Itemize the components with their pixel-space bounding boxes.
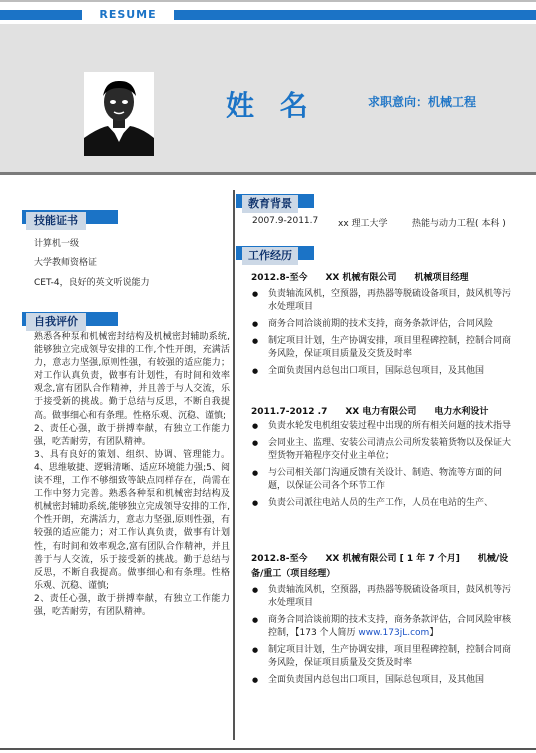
- list-item: ● 商务合同洽谈前期的技术支持，商务条款评估，合同风险: [252, 318, 516, 331]
- skill-item: 大学教师资格证: [34, 258, 98, 268]
- job-header: 2011.7-2012 .7 XX 电力有限公司 电力水利设计: [251, 407, 489, 417]
- edu-period: 2007.9-2011.7: [252, 216, 319, 226]
- list-item: ● 负责轴流风机，空预器，再热器等脱硫设备项目，鼓风机等污水处理项目: [252, 288, 516, 314]
- job-bullets: [252, 420, 516, 514]
- job-header: 2012.8-至今 XX 机械有限公司 机械项目经理: [251, 273, 469, 283]
- section-title-self-eval: 自我评价: [26, 313, 86, 331]
- job-bullets: [252, 584, 516, 691]
- section-title-work: 工作经历: [242, 247, 298, 265]
- page-title: 姓 名: [226, 89, 316, 122]
- resume-label: RESUME: [99, 8, 157, 21]
- top-border: [0, 0, 536, 2]
- list-item: ● 全面负责国内总包出口项目，国际总包项目，及其他国: [252, 365, 516, 378]
- header-divider: [0, 172, 536, 175]
- list-item: ● 会同业主、监理、安装公司清点公司所发装箱货物以及保证大型货物开箱程序交付业主单位；: [252, 437, 516, 463]
- list-item: ● 负责轴流风机，空预器，再热器等脱硫设备项目，鼓风机等污水处理项目: [252, 584, 516, 610]
- skill-item: CET-4，良好的英文听说能力: [34, 278, 150, 288]
- list-item: ● 制定项目计划，生产协调安排，项目里程碑控制，控制合同商务风险，保证项目质量及交货及时率: [252, 644, 516, 670]
- top-bar-left: [0, 10, 82, 20]
- portrait-icon: [84, 72, 154, 156]
- profile-photo: [84, 72, 154, 156]
- top-bar-right: [174, 10, 536, 20]
- list-item: ● 负责水轮发电机组安装过程中出现的所有相关问题的技术指导: [252, 420, 516, 433]
- column-divider: [233, 190, 235, 740]
- watermark-link[interactable]: www.173jL.com: [358, 628, 430, 638]
- intent-value: 机械工程: [428, 95, 477, 109]
- footer-line: [0, 748, 536, 750]
- watermark-suffix: 】: [429, 628, 439, 638]
- job-intent: [368, 93, 476, 110]
- list-item: ● 制定项目计划，生产协调安排，项目里程碑控制，控制合同商务风险，保证项目质量及交货及时率: [252, 335, 516, 361]
- edu-major: 热能与动力工程( 本科 ): [412, 219, 506, 229]
- section-title-education: 教育背景: [242, 195, 298, 213]
- edu-school: xx 理工大学: [338, 219, 388, 229]
- list-item: ● 全面负责国内总包出口项目，国际总包项目，及其他国: [252, 674, 516, 687]
- self-eval-text: 熟悉各种泵和机械密封结构及机械密封辅助系统,能够独立完成领导安排的工作,个性开朗，充满活力，意志力坚强,原则性强，有较强的适应能力；对工作认真负责，做事有计划性，有时间和效率观念,富有团队合作精神，并且善于与人交流，乐于接受新的挑战。勤于总结与反思，不断自我提高。做事细心和有条理。性格乐观、沉稳、谨慎; 2、责任心强，敢于拼搏奉献，有独立工作能力强，吃苦耐劳，有团队精神。 3、具有良好的策划、组织、协调、管理能力。4、思维敏捷、逻辑清晰、适应环境能力强;5、阅读不理，工作不够细致等缺点同样存在，尚需在工作中努力完善。熟悉各种泵和机械密封结构及机械密封辅助系统,能够独立完成领导安排的工作,个性开朗，充满活力，意志力坚强,原则性强，有较强的适应能力；对工作认真负责，做事有计划性，有时间和效率观念,富有团队合作精神，并且善于与人交流，乐于接受新的挑战。勤于总结与反思，不断自我提高。做事细心和有条理。性格乐观、沉稳、谨慎; 2、责任心强，敢于拼搏奉献，有独立工作能力强，吃苦耐劳，有团队精神。: [34, 332, 230, 617]
- list-item: ● 与公司相关部门沟通反馈有关设计、制造、物流等方面的问题，以保证公司各个环节工作: [252, 467, 516, 493]
- watermark-prefix: 【173 个人简历: [295, 628, 359, 638]
- list-item: ● 负责公司派往电站人员的生产工作，人员在电站的生产、: [252, 497, 516, 510]
- skill-item: 计算机一级: [34, 239, 80, 249]
- list-item: [252, 614, 516, 640]
- job-bullets: [252, 288, 516, 382]
- job-header: 2012.8-至今 XX 机械有限公司 [ 1 年 7 个月] 机械/设备/重工（项目经理）: [251, 554, 509, 579]
- bullet-text: 商务合同洽谈前期的技术支持，商务条款评估，合同风险审核控制，: [268, 615, 512, 638]
- intent-label: 求职意向：: [368, 95, 429, 109]
- section-title-skills: 技能证书: [26, 212, 86, 230]
